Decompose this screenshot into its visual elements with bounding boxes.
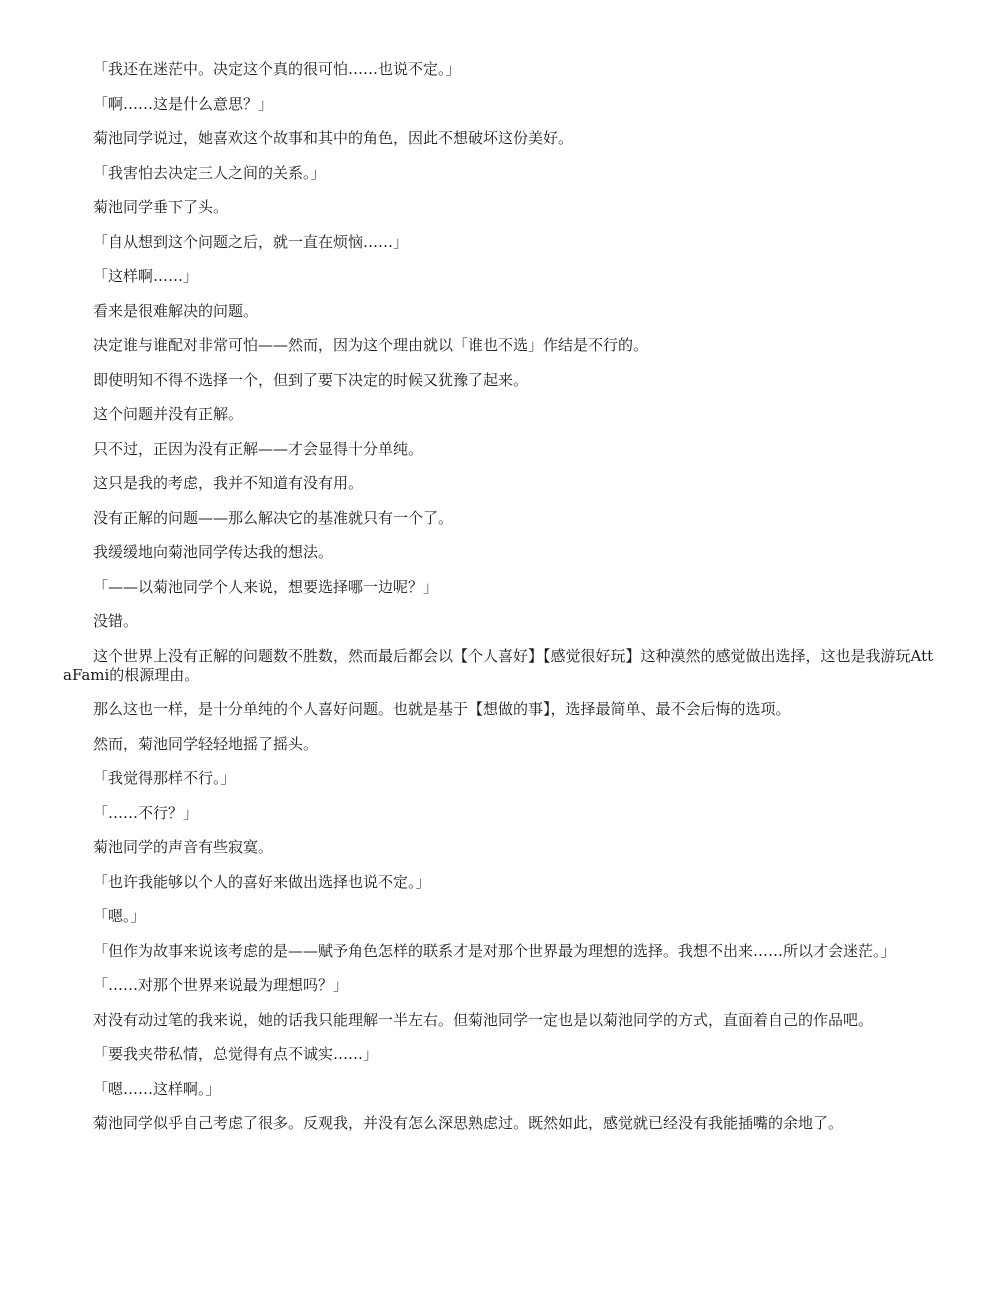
- paragraph: 「……不行？」: [93, 803, 199, 822]
- document-page: [63, 60, 935, 1149]
- paragraph: 这个世界上没有正解的问题数不胜数，然而最后都会以【个人喜好】【感觉很好玩】这种漠然的感觉做出选择，这也是我游玩AttaFami的根源理由。: [63, 646, 934, 684]
- paragraph: 「要我夹带私情，总觉得有点不诚实……」: [93, 1045, 379, 1063]
- paragraph: 「我害怕去决定三人之间的关系。」: [93, 163, 326, 182]
- paragraph: 「这样啊……」: [93, 267, 199, 285]
- paragraph: 然而，菊池同学轻轻地摇了摇头。: [93, 734, 319, 753]
- paragraph: 「自从想到这个问题之后，就一直在烦恼……」: [93, 232, 409, 251]
- paragraph: 「——以菊池同学个人来说，想要选择哪一边呢？」: [93, 577, 439, 596]
- paragraph: 「但作为故事来说该考虑的是——赋予角色怎样的联系才是对那个世界最为理想的选择。我想不出来……所以才会迷茫。」: [93, 941, 896, 960]
- paragraph: 没错。: [93, 612, 139, 630]
- paragraph: 「……对那个世界来说最为理想吗？」: [93, 976, 349, 994]
- paragraph: 即使明知不得不选择一个，但到了要下决定的时候又犹豫了起来。: [93, 370, 529, 389]
- paragraph: 我缓缓地向菊池同学传达我的想法。: [93, 543, 334, 561]
- paragraph: 对没有动过笔的我来说，她的话我只能理解一半左右。但菊池同学一定也是以菊池同学的方式，直面着自己的作品吧。: [93, 1010, 874, 1029]
- paragraph: 菊池同学说过，她喜欢这个故事和其中的角色，因此不想破坏这份美好。: [93, 129, 574, 147]
- paragraph: 这个问题并没有正解。: [93, 405, 244, 423]
- paragraph: 「嗯。」: [93, 907, 146, 925]
- paragraph: 「也许我能够以个人的喜好来做出选择也说不定。」: [93, 872, 431, 891]
- paragraph: 决定谁与谁配对非常可怕——然而，因为这个理由就以「谁也不选」作结是不行的。: [93, 336, 649, 354]
- paragraph: 这只是我的考虑，我并不知道有没有用。: [93, 474, 364, 492]
- paragraph: 「我觉得那样不行。」: [93, 769, 236, 787]
- paragraph: 那么这也一样，是十分单纯的个人喜好问题。也就是基于【想做的事】，选择最简单、最不会后悔的选项。: [93, 700, 791, 718]
- paragraph: 菊池同学的声音有些寂寞。: [93, 838, 274, 856]
- paragraph: 菊池同学垂下了头。: [93, 198, 229, 216]
- paragraph: 只不过，正因为没有正解——才会显得十分单纯。: [93, 439, 424, 458]
- paragraph: 菊池同学似乎自己考虑了很多。反观我，并没有怎么深思熟虑过。既然如此，感觉就已经没有我能插嘴的余地了。: [93, 1114, 844, 1132]
- paragraph: 「啊……这是什么意思？」: [93, 94, 274, 113]
- paragraph: 「我还在迷茫中。决定这个真的很可怕……也说不定。」: [93, 60, 461, 78]
- paragraph: 「嗯……这样啊。」: [93, 1079, 221, 1098]
- paragraph: 没有正解的问题——那么解决它的基准就只有一个了。: [93, 508, 454, 527]
- paragraph: 看来是很难解决的问题。: [93, 301, 259, 320]
